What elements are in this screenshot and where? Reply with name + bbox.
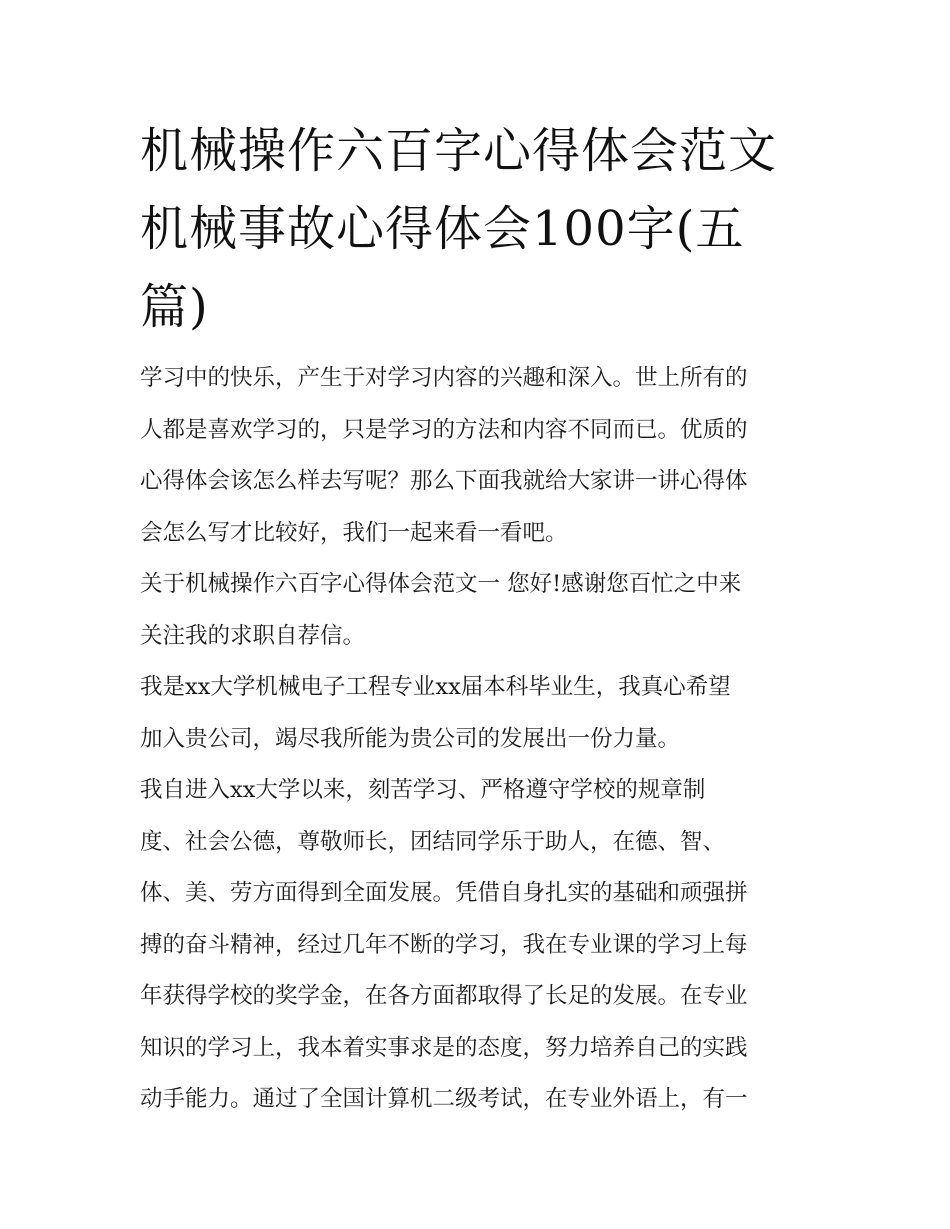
title-line: 机械事故心得体会100字(五 <box>140 201 745 257</box>
document-body <box>140 353 820 1126</box>
body-line: 人都是喜欢学习的，只是学习的方法和内容不同而已。优质的 <box>140 416 748 443</box>
body-line: 关于机械操作六百字心得体会范文一 您好!感谢您百忙之中来 <box>140 571 742 597</box>
body-line: 动手能力。通过了全国计算机二级考试，在专业外语上，有一 <box>140 1086 748 1112</box>
body-line: 我是xx大学机械电子工程专业xx届本科毕业生，我真心希望 <box>140 674 731 700</box>
body-line: 加入贵公司，竭尽我所能为贵公司的发展出一份力量。 <box>140 725 681 752</box>
title-line: 机械操作六百字心得体会范文 <box>140 123 778 179</box>
title-line: 篇) <box>140 279 209 335</box>
body-line: 体、美、劳方面得到全面发展。凭借自身扎实的基础和顽强拼 <box>140 880 748 906</box>
body-line: 心得体会该怎么样去写呢？那么下面我就给大家讲一讲心得体 <box>140 468 748 494</box>
body-line: 会怎么写才比较好，我们一起来看一看吧。 <box>140 519 568 546</box>
body-line: 学习中的快乐，产生于对学习内容的兴趣和深入。世上所有的 <box>140 365 748 391</box>
body-line: 度、社会公德，尊敬师长，团结同学乐于助人，在德、智、 <box>140 828 726 855</box>
body-line: 年获得学校的奖学金，在各方面都取得了长足的发展。在专业 <box>140 983 748 1009</box>
body-line: 我自进入xx大学以来，刻苦学习、严格遵守学校的规章制 <box>140 777 706 803</box>
body-line: 搏的奋斗精神，经过几年不断的学习，我在专业课的学习上每 <box>140 931 748 958</box>
body-line: 关注我的求职自荐信。 <box>140 622 366 649</box>
body-line: 知识的学习上，我本着实事求是的态度，努力培养自己的实践 <box>140 1034 748 1061</box>
document-title <box>140 112 820 346</box>
